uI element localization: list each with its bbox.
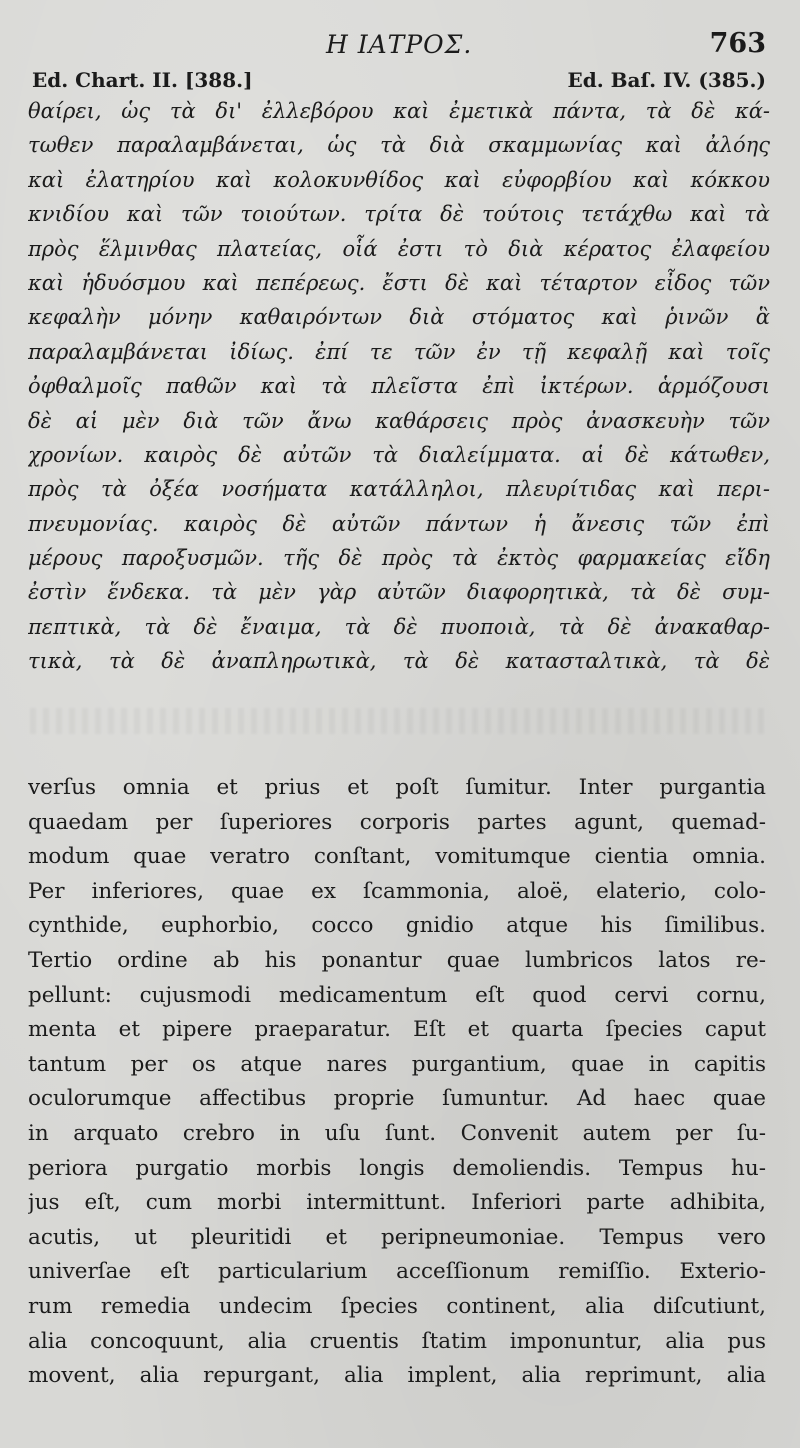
greek-text-line: ἐστὶν ἕνδεκα. τὰ μὲν γὰρ αὐτῶν διαφορητικὰ, τὰ δὲ συμ- xyxy=(28,580,770,605)
greek-text-line: καὶ ἐλατηρίου καὶ κολοκυνθίδος καὶ εὐφορβίου καὶ κόκκου xyxy=(28,167,770,192)
latin-text-line: acutis, ut pleuritidi et peripneumoniae. Tempus vero xyxy=(28,1224,766,1250)
greek-text-line: παραλαμβάνεται ἰδίως. ἐπί τε τῶν ἐν τῇ κεφαλῇ καὶ τοῖς xyxy=(28,339,770,364)
latin-text-line: menta et pipere praeparatur. Eſt et quarta ſpecies caput xyxy=(28,1017,766,1043)
greek-text-line: μέρους παροξυσμῶν. τῆς δὲ πρὸς τὰ ἐκτὸς φαρμακείας εἴδη xyxy=(28,546,770,571)
greek-text-line: θαίρει, ὡς τὰ δι' ἐλλεβόρου καὶ ἐμετικὰ πάντα, τὰ δὲ κά- xyxy=(28,99,770,123)
latin-text-line: Tertio ordine ab his ponantur quae lumbricos latos re- xyxy=(28,947,766,973)
greek-text-line: καὶ ἡδυόσμου καὶ πεπέρεως. ἔστι δὲ καὶ τέταρτον εἶδος τῶν xyxy=(28,270,770,295)
running-head xyxy=(0,28,800,64)
faded-bleedthrough-line xyxy=(30,708,770,734)
greek-text-line: πρὸς ἕλμινθας πλατείας, οἷά ἐστι τὸ διὰ κέρατος ἐλαφείου xyxy=(28,236,770,261)
latin-text-line: quaedam per ſuperiores corporis partes agunt, quemad- xyxy=(28,809,766,835)
greek-text-line: κνιδίου καὶ τῶν τοιούτων. τρίτα δὲ τούτοις τετάχθω καὶ τὰ xyxy=(28,202,770,227)
latin-text-line: jus eſt, cum morbi intermittunt. Inferiori parte adhibita, xyxy=(28,1190,766,1216)
latin-text-line: alia concoquunt, alia cruentis ſtatim imponuntur, alia pus xyxy=(28,1328,766,1354)
latin-text-line: periora purgatio morbis longis demoliendis. Tempus hu- xyxy=(28,1155,766,1181)
latin-text-line: movent, alia repurgant, alia implent, alia reprimunt, alia xyxy=(28,1363,766,1389)
greek-text-line: τικὰ, τὰ δὲ ἀναπληρωτικὰ, τὰ δὲ κατασταλτικὰ, τὰ δὲ xyxy=(28,649,770,674)
running-title: Η ΙΑΤΡΟΣ. xyxy=(326,30,473,59)
greek-text-line: τωθεν παραλαμβάνεται, ὡς τὰ διὰ σκαμμωνίας καὶ ἀλόης xyxy=(28,133,770,158)
latin-text-block xyxy=(28,771,766,1394)
greek-text-block xyxy=(28,94,770,679)
latin-text-line: Per inferiores, quae ex ſcammonia, aloë, elaterio, colo- xyxy=(28,878,766,904)
greek-text-line: κεφαλὴν μόνην καθαιρόντων διὰ στόματος καὶ ῥινῶν ἃ xyxy=(28,305,770,330)
latin-text-line: verſus omnia et prius et poſt ſumitur. Inter purgantia xyxy=(28,775,766,800)
latin-text-line: oculorumque affectibus proprie ſumuntur. Ad haec quae xyxy=(28,1086,766,1112)
latin-text-line: in arquato crebro in uſu ſunt. Convenit autem per ſu- xyxy=(28,1120,766,1146)
page-number: 763 xyxy=(709,28,766,59)
latin-text-line: modum quae veratro conſtant, vomitumque cientia omnia. xyxy=(28,844,766,870)
latin-text-line: rum remedia undecim ſpecies continent, alia diſcutiunt, xyxy=(28,1293,766,1319)
greek-text-line: δὲ αἱ μὲν διὰ τῶν ἄνω καθάρσεις πρὸς ἀνασκευὴν τῶν xyxy=(28,408,770,433)
greek-text-line: πεπτικὰ, τὰ δὲ ἔναιμα, τὰ δὲ πυοποιὰ, τὰ δὲ ἀνακαθαρ- xyxy=(28,614,770,639)
latin-text-line: pellunt: cujusmodi medicamentum eſt quod cervi cornu, xyxy=(28,982,766,1008)
latin-text-line: tantum per os atque nares purgantium, quae in capitis xyxy=(28,1051,766,1077)
edition-reference-basel: Ed. Baſ. IV. (385.) xyxy=(567,68,766,92)
greek-text-line: πρὸς τὰ ὀξέα νοσήματα κατάλληλοι, πλευρίτιδας καὶ περι- xyxy=(28,477,770,502)
edition-reference-chartier: Ed. Chart. II. [388.] xyxy=(32,68,253,92)
greek-text-line: χρονίων. καιρὸς δὲ αὐτῶν τὰ διαλείμματα. αἱ δὲ κάτωθεν, xyxy=(28,442,770,467)
latin-text-line: cynthide, euphorbio, cocco gnidio atque his ſimilibus. xyxy=(28,913,766,939)
greek-text-line: ὀφθαλμοῖς παθῶν καὶ τὰ πλεῖστα ἐπὶ ἰκτέρων. ἁρμόζουσι xyxy=(28,374,770,399)
latin-text-line: univerſae eſt particularium acceſſionum remiſſio. Exterio- xyxy=(28,1259,766,1285)
greek-text-line: πνευμονίας. καιρὸς δὲ αὐτῶν πάντων ἡ ἄνεσις τῶν ἐπὶ xyxy=(28,511,770,536)
